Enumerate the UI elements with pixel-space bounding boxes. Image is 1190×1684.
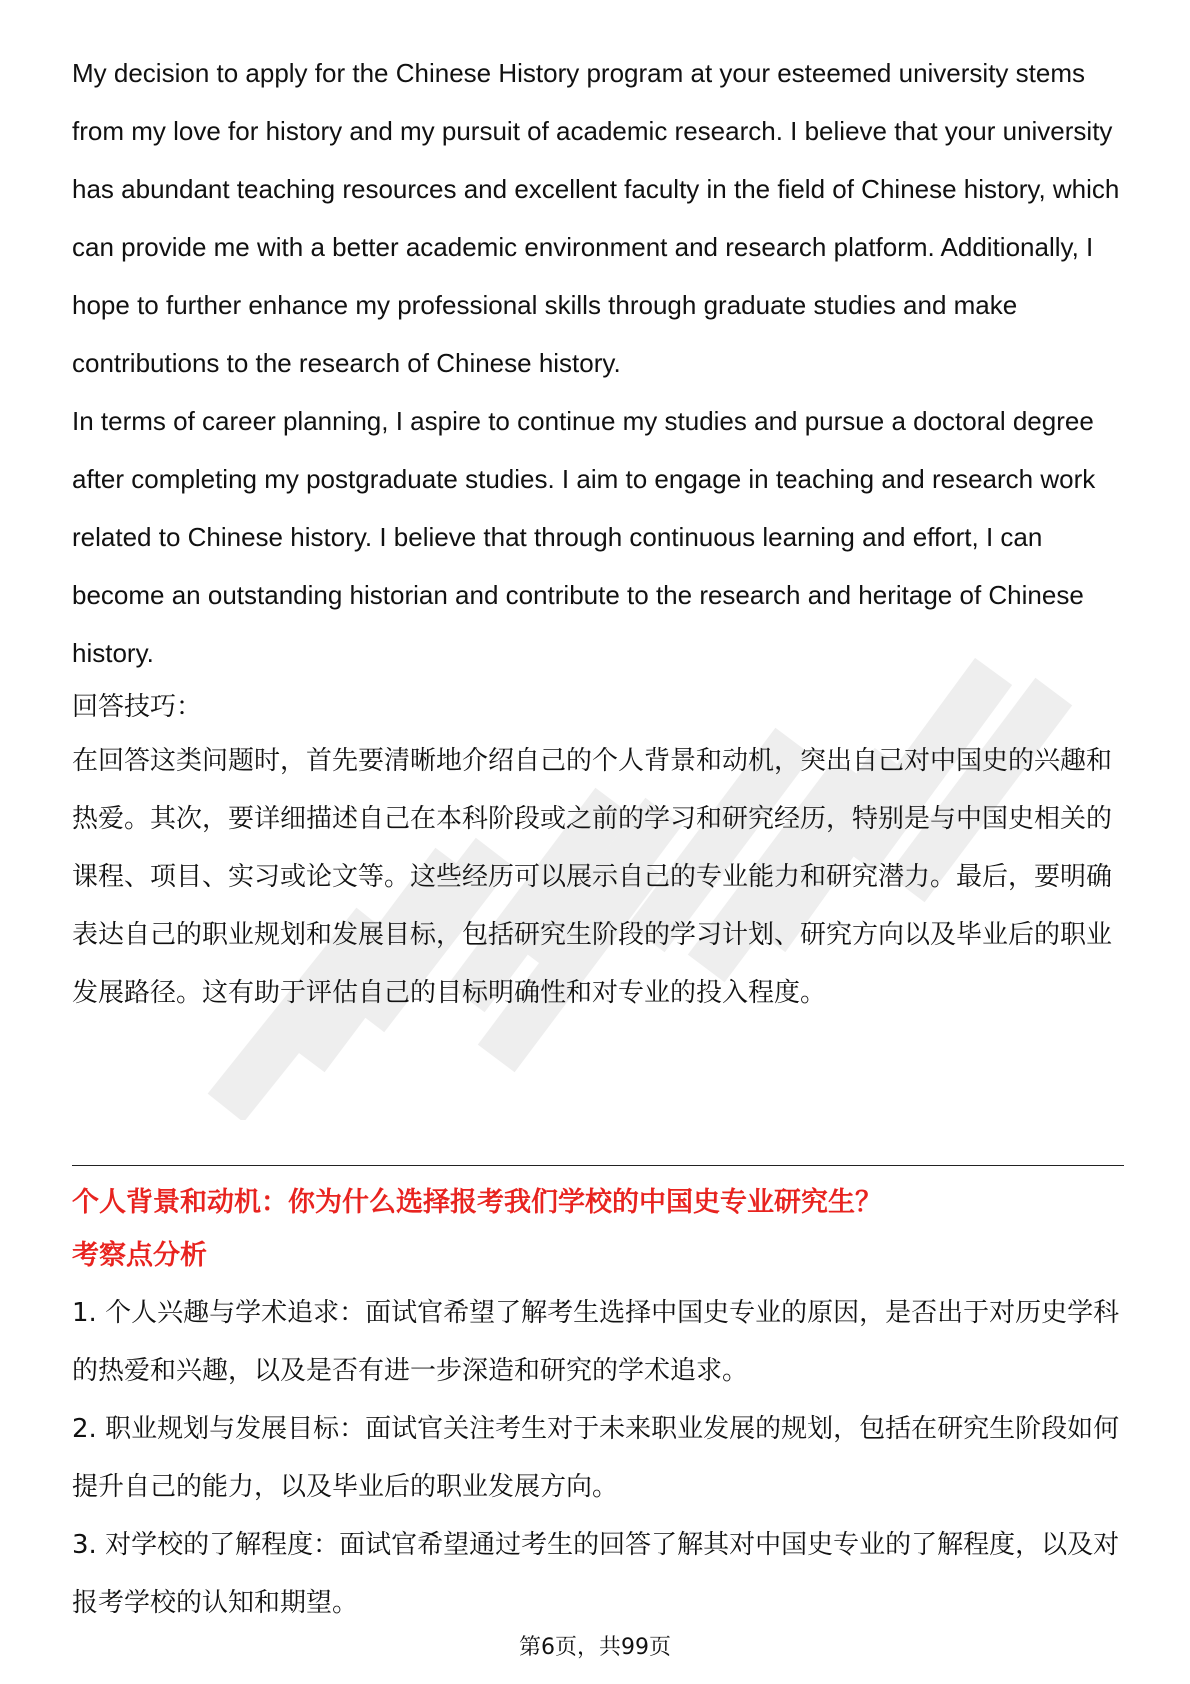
question-title: 个人背景和动机：你为什么选择报考我们学校的中国史专业研究生？ bbox=[72, 1187, 882, 1218]
tips-text: 在回答这类问题时，首先要清晰地介绍自己的个人背景和动机，突出自己对中国史的兴趣和热爱。其次，要详细描述自己在本科阶段或之前的学习和研究经历，特别是与中国史相关的课程、项目、实习或论文等。这些经历可以展示自己的专业能力和研究潜力。最后，要明确表达自己的职业规划和发展目标，包括研究生阶段的学习计划、研究方向以及毕业后的职业发展路径。这有助于评估自己的目标明确性和对专业的投入程度。 bbox=[72, 746, 1113, 1008]
question-section bbox=[72, 1178, 1124, 1632]
section-divider bbox=[72, 1165, 1124, 1166]
analysis-point: 1. 个人兴趣与学术追求：面试官希望了解考生选择中国史专业的原因，是否出于对历史学科的热爱和兴趣，以及是否有进一步深造和研究的学术追求。 bbox=[72, 1298, 1120, 1386]
paragraph-career-planning: In terms of career planning, I aspire to continue my studies and pursue a doctoral degree after completing my postgraduate studies. I aim to engage in teaching and research work related to Chinese history. I believe that through continuous learning and effort, I can become an outstanding historian and contribute to the research and heritage of Chinese history. bbox=[72, 406, 1096, 668]
page-content bbox=[72, 44, 1124, 1022]
tips-label: 回答技巧： bbox=[72, 692, 203, 722]
analysis-point: 2. 职业规划与发展目标：面试官关注考生对于未来职业发展的规划，包括在研究生阶段如何提升自己的能力，以及毕业后的职业发展方向。 bbox=[72, 1414, 1120, 1502]
paragraph-application-reason: My decision to apply for the Chinese History program at your esteemed university stems from my love for history and my pursuit of academic research. I believe that your university has abundant teaching resources and excellent faculty in the field of Chinese history, which can provide me with a better academic environment and research platform. Additionally, I hope to further enhance my professional skills through graduate studies and make contributions to the research of Chinese history. bbox=[72, 58, 1120, 378]
analysis-heading: 考察点分析 bbox=[72, 1240, 207, 1271]
page-number: 第6页，共99页 bbox=[519, 1635, 671, 1660]
analysis-point: 3. 对学校的了解程度：面试官希望通过考生的回答了解其对中国史专业的了解程度，以及对报考学校的认知和期望。 bbox=[72, 1530, 1120, 1618]
